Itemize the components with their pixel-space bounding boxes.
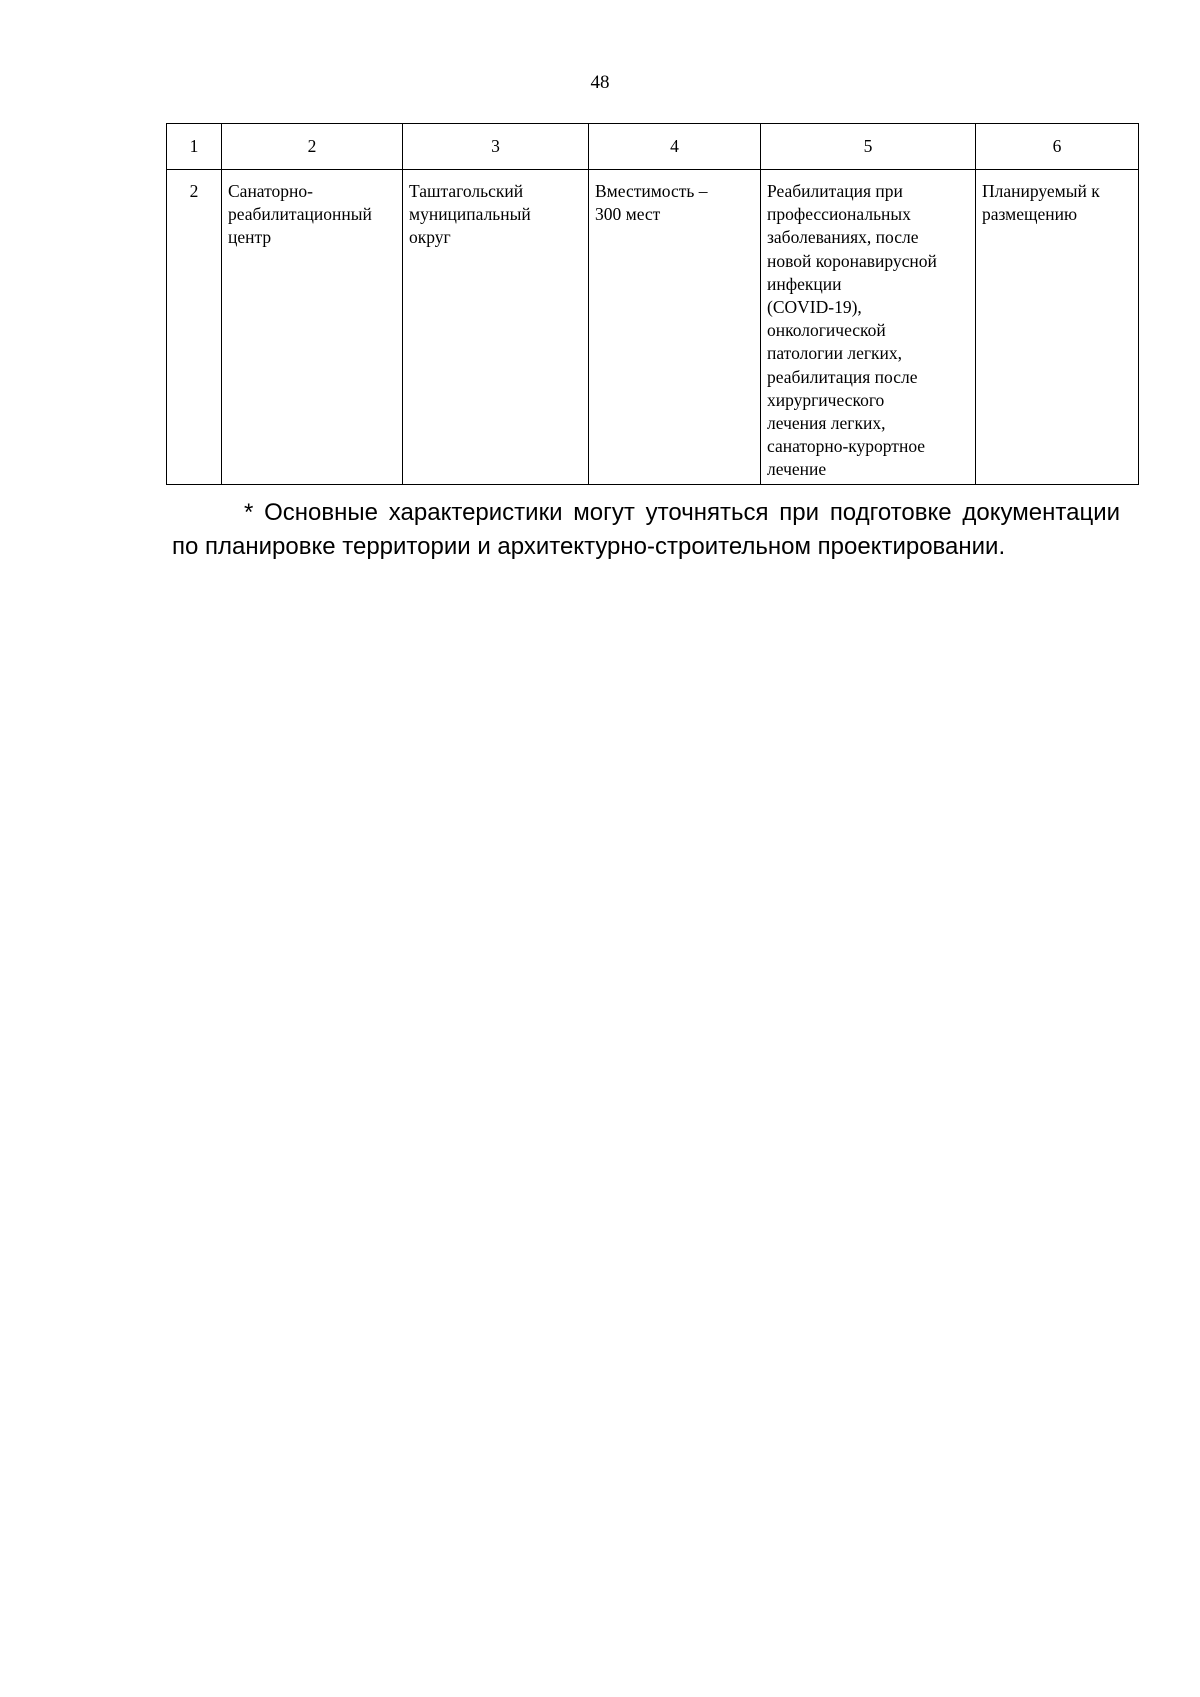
footnote: * Основные характеристики могут уточняться при подготовке документации по планировке территории и архитектурно-строительном проектировании. (172, 499, 1120, 560)
purpose-line: инфекции (767, 273, 842, 294)
location-line: округ (409, 227, 451, 248)
table-row (167, 170, 1139, 485)
purpose-line: профессиональных (767, 204, 911, 225)
purpose-line: санаторно-курортное (767, 436, 926, 457)
purpose-line: (COVID-19), (767, 297, 862, 318)
purpose-line: новой коронавирусной (767, 250, 937, 271)
purpose-line: Реабилитация при (767, 181, 903, 201)
purpose-line: хирургического (767, 389, 885, 410)
header-cell-4: 4 (589, 124, 761, 170)
page-number: 48 (590, 72, 610, 93)
status-cell (976, 170, 1139, 485)
object-name-line: реабилитационный (228, 204, 372, 225)
purpose-line: онкологической (767, 320, 886, 341)
header-cell-1: 1 (167, 124, 222, 170)
characteristics-cell (589, 170, 761, 485)
object-name-line: центр (228, 227, 272, 248)
purpose-line: лечение (767, 459, 827, 480)
characteristics-line: Вместимость – (595, 181, 708, 201)
header-cell-3: 3 (403, 124, 589, 170)
purpose-line: заболеваниях, после (767, 227, 919, 248)
objects-table (166, 123, 1139, 485)
header-cell-5: 5 (761, 124, 976, 170)
purpose-line: лечения легких, (767, 413, 886, 434)
object-name-cell (222, 170, 403, 485)
location-line: Таштагольский (409, 181, 524, 201)
purpose-line: патологии легких, (767, 343, 903, 364)
location-cell (403, 170, 589, 485)
location-line: муниципальный (409, 204, 531, 225)
purpose-cell (761, 170, 976, 485)
purpose-line: реабилитация после (767, 366, 918, 387)
table-header-row (167, 124, 1139, 170)
row-number-cell: 2 (167, 170, 222, 485)
object-name-line: Санаторно- (228, 181, 313, 201)
characteristics-line: 300 мест (595, 204, 661, 225)
header-cell-2: 2 (222, 124, 403, 170)
status-line: размещению (982, 204, 1078, 225)
status-line: Планируемый к (982, 181, 1100, 201)
header-cell-6: 6 (976, 124, 1139, 170)
